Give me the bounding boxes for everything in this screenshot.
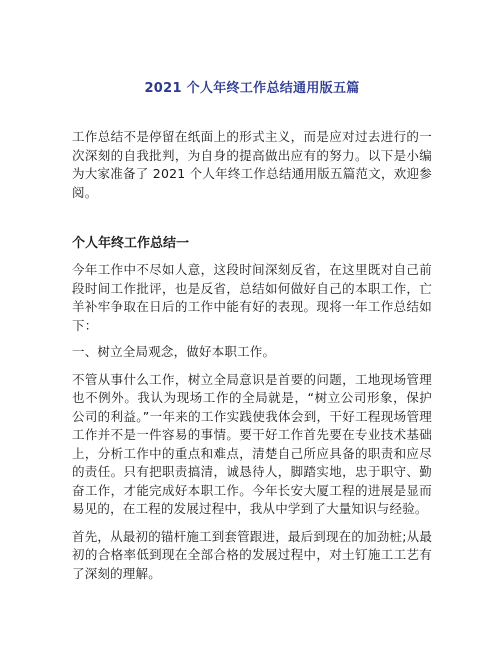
- subheading-paragraph: 一、树立全局观念，做好本职工作。: [72, 344, 276, 359]
- document-title: 2021 个人年终工作总结通用版五篇: [144, 81, 360, 96]
- section-heading: 个人年终工作总结一: [72, 236, 190, 251]
- body-paragraph-3: 首先，从最初的锚杆施工到套管跟进，最后到现在的加劲桩;从最初的合格率低到现在全部合格的发展过程中，对土钉施工工艺有了深刻的理解。: [72, 528, 433, 581]
- body-paragraph-2: 不管从事什么工作，树立全局意识是首要的问题，工地现场管理也不例外。我认为现场工作的全局就是，“树立公司形象，保护公司的利益。”一年来的工作实践使我体会到，干好工程现场管理工作并不是一件容易的事情。要干好工作首先要在专业技术基础上，分析工作中的重点和难点，清楚自己所应具备的职责和应尽的责任。只有把职责搞清，诚恳待人，脚踏实地，忠于职守、勤奋工作，才能完成好本职工作。今年长安大厦工程的进展是显而易见的，在工程的发展过程中，我从中学到了大量知识与经验。: [72, 371, 432, 516]
- intro-paragraph: 工作总结不是停留在纸面上的形式主义，而是应对过去进行的一次深刻的自我批判，为自身的提高做出应有的努力。以下是小编为大家准备了 2021 个人年终工作总结通用版五篇范文，欢迎参阅。: [72, 129, 432, 200]
- body-paragraph-1: 今年工作中不尽如人意，这段时间深刻反省，在这里既对自己前段时间工作批评，也是反省，总结如何做好自己的本职工作，亡羊补牢争取在日后的工作中能有好的表现。现将一年工作总结如下：: [72, 262, 432, 333]
